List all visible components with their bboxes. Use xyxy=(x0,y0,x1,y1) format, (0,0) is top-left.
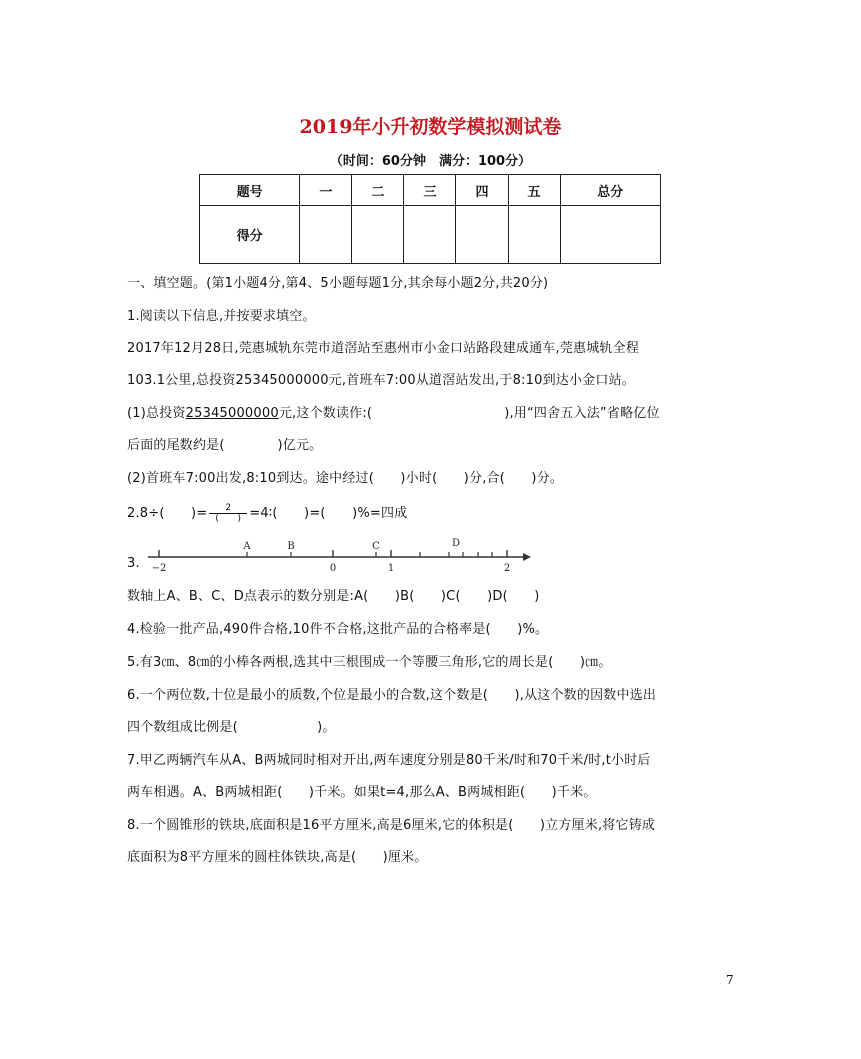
section-heading: 一、填空题。(第1小题4分,第4、5小题每题1分,其余每小题2分,共20分) xyxy=(127,276,549,291)
score-cell[interactable] xyxy=(508,206,560,264)
question-3-number: 3. xyxy=(127,556,140,571)
score-table-header-cell: 五 xyxy=(508,175,560,206)
score-cell[interactable] xyxy=(404,206,456,264)
question-2 xyxy=(127,502,407,524)
part-1-prefix: (1)总投资 xyxy=(127,406,186,421)
question-7-line-2: 两车相遇。A、B两城相距( )千米。如果t=4,那么A、B两城相距( )千米。 xyxy=(127,785,597,800)
fraction-denominator: ( ) xyxy=(215,514,242,524)
score-cell[interactable] xyxy=(300,206,352,264)
score-table xyxy=(199,174,661,264)
score-table-header-row xyxy=(200,175,661,206)
fraction-numerator: 2 xyxy=(209,503,247,514)
fraction xyxy=(209,503,247,524)
question-8-line-1: 8.一个圆锥形的铁块,底面积是16平方厘米,高是6厘米,它的体积是( )立方厘米,将它铸成 xyxy=(127,818,656,833)
number-line-ticks xyxy=(159,550,507,557)
score-table-header-cell: 题号 xyxy=(200,175,300,206)
tick-label: 2 xyxy=(503,563,511,574)
point-label-b: B xyxy=(287,541,295,552)
score-cell[interactable] xyxy=(456,206,508,264)
question-1-info-line: 2017年12月28日,莞惠城轨东莞市道滘站至惠州市小金口站路段建成通车,莞惠城轨全程 xyxy=(127,341,640,356)
question-6-line-2: 四个数组成比例是( )。 xyxy=(127,720,336,735)
exam-time-score: （时间：60分钟 满分：100分） xyxy=(329,154,532,169)
question-7-line-1: 7.甲乙两辆汽车从A、B两城同时相对开出,两车速度分别是80千米/时和70千米/时,t小时后 xyxy=(127,753,651,768)
question-1-part-1 xyxy=(127,402,660,421)
question-6-line-1: 6.一个两位数,十位是最小的质数,个位是最小的合数,这个数是( ),从这个数的因数中选出 xyxy=(127,688,657,703)
question-3-text: 数轴上A、B、C、D点表示的数分别是:A( )B( )C( )D( ) xyxy=(127,589,540,604)
question-1-stem: 1.阅读以下信息,并按要求填空。 xyxy=(127,309,316,324)
score-row-label: 得分 xyxy=(200,206,300,264)
question-1-part-2: (2)首班车7:00出发,8:10到达。途中经过( )小时( )分,合( )分。 xyxy=(127,471,564,486)
number-line xyxy=(145,536,535,574)
score-table-header-cell: 二 xyxy=(352,175,404,206)
question-1-part-1-line-2: 后面的尾数约是( )亿元。 xyxy=(127,438,323,453)
question-4: 4.检验一批产品,490件合格,10件不合格,这批产品的合格率是( )%。 xyxy=(127,622,549,637)
question-8-line-2: 底面积为8平方厘米的圆柱体铁块,高是( )厘米。 xyxy=(127,850,428,865)
point-label-c: C xyxy=(372,541,380,552)
number-line-arrow xyxy=(523,553,531,561)
underlined-number: 25345000000 xyxy=(185,406,279,421)
point-label-d: D xyxy=(451,538,461,549)
tick-label: 0 xyxy=(329,563,337,574)
score-cell[interactable] xyxy=(560,206,660,264)
question-5: 5.有3㎝、8㎝的小棒各两根,选其中三根围成一个等腰三角形,它的周长是( )㎝。 xyxy=(127,655,612,670)
page-number: 7 xyxy=(726,973,734,987)
score-table-header-cell: 总分 xyxy=(560,175,660,206)
score-table-header-cell: 三 xyxy=(404,175,456,206)
tick-label: −2 xyxy=(151,563,167,574)
score-table-header-cell: 一 xyxy=(300,175,352,206)
tick-label: 1 xyxy=(387,563,395,574)
question-2-suffix: =4∶( )=( )%=四成 xyxy=(249,506,408,521)
part-1-suffix: 元,这个数读作:( ),用“四舍五入法”省略亿位 xyxy=(278,406,660,421)
point-label-a: A xyxy=(243,541,251,552)
score-cell[interactable] xyxy=(352,206,404,264)
score-table-score-row xyxy=(200,206,661,264)
question-2-prefix: 2.8÷( )= xyxy=(127,506,208,521)
page-title: 2019年小升初数学模拟测试卷 xyxy=(299,116,562,138)
score-table-header-cell: 四 xyxy=(456,175,508,206)
question-1-info-line: 103.1公里,总投资25345000000元,首班车7:00从道滘站发出,于8:10到达小金口站。 xyxy=(127,373,635,388)
